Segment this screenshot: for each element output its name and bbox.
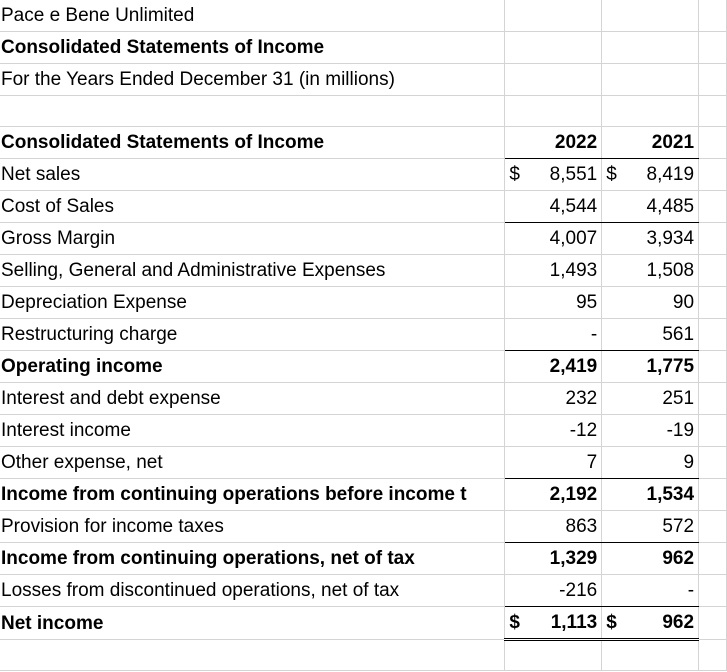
empty-cell[interactable] [699, 511, 727, 543]
empty-cell[interactable] [699, 543, 727, 575]
row-label[interactable]: Provision for income taxes [0, 511, 505, 543]
empty-cell[interactable] [602, 0, 699, 32]
value-2022-cell[interactable]: 2,419 [505, 351, 602, 383]
table-row [0, 383, 727, 415]
row-label[interactable]: Gross Margin [0, 223, 505, 255]
sheet-row [0, 96, 727, 127]
value-2021-cell[interactable]: -19 [602, 415, 699, 447]
table-row [0, 319, 727, 351]
row-label[interactable]: Income from continuing operations before income t [0, 479, 505, 511]
period-cell[interactable]: For the Years Ended December 31 (in millions) [0, 64, 505, 96]
table-row [0, 255, 727, 287]
empty-cell[interactable] [699, 32, 727, 64]
value-2022-cell[interactable]: 2,192 [505, 479, 602, 511]
table-row [0, 447, 727, 479]
value-2022-cell[interactable] [505, 159, 602, 191]
empty-cell[interactable] [699, 96, 727, 127]
value-2022-cell[interactable]: - [505, 319, 602, 351]
value-2021-cell[interactable] [602, 607, 699, 640]
value-2022-cell[interactable]: 863 [505, 511, 602, 543]
value-2021-cell[interactable]: 90 [602, 287, 699, 319]
empty-cell[interactable] [505, 32, 602, 64]
row-label[interactable]: Depreciation Expense [0, 287, 505, 319]
table-row [0, 607, 727, 640]
empty-cell[interactable] [699, 191, 727, 223]
empty-cell[interactable] [505, 96, 602, 127]
empty-cell[interactable] [699, 447, 727, 479]
empty-cell[interactable] [699, 287, 727, 319]
currency-symbol: $ [606, 164, 617, 185]
table-row [0, 543, 727, 575]
table-row [0, 159, 727, 191]
table-row [0, 511, 727, 543]
row-label[interactable]: Interest income [0, 415, 505, 447]
value-2022-cell[interactable]: -12 [505, 415, 602, 447]
value-2021-cell[interactable]: 3,934 [602, 223, 699, 255]
empty-cell[interactable] [699, 127, 727, 159]
value-2022-cell[interactable]: 95 [505, 287, 602, 319]
row-label[interactable]: Interest and debt expense [0, 383, 505, 415]
value-2021-cell[interactable]: 1,508 [602, 255, 699, 287]
value-2021-cell[interactable]: 9 [602, 447, 699, 479]
value-2022-cell[interactable]: 1,493 [505, 255, 602, 287]
empty-cell[interactable] [699, 0, 727, 32]
empty-cell[interactable] [699, 415, 727, 447]
table-row [0, 191, 727, 223]
value-2022-cell[interactable]: 232 [505, 383, 602, 415]
empty-cell[interactable] [602, 32, 699, 64]
year-2022-header[interactable]: 2022 [505, 127, 602, 159]
value-2022-cell[interactable] [505, 607, 602, 640]
value-2021-cell[interactable]: 4,485 [602, 191, 699, 223]
table-row [0, 415, 727, 447]
value-2021-cell[interactable]: 561 [602, 319, 699, 351]
table-row [0, 479, 727, 511]
value-2022: 8,551 [549, 164, 598, 185]
value-2022: 1,113 [550, 612, 598, 633]
value-2022-cell[interactable]: -216 [505, 575, 602, 607]
empty-cell[interactable] [602, 96, 699, 127]
value-2022-cell[interactable]: 1,329 [505, 543, 602, 575]
row-label[interactable]: Income from continuing operations, net of tax [0, 543, 505, 575]
table-row [0, 575, 727, 607]
currency-symbol: $ [509, 164, 520, 185]
empty-cell[interactable] [699, 607, 727, 640]
currency-symbol: $ [509, 612, 520, 633]
sheet-row [0, 32, 727, 64]
empty-cell[interactable] [602, 64, 699, 96]
row-label[interactable]: Cost of Sales [0, 191, 505, 223]
row-label[interactable]: Selling, General and Administrative Expenses [0, 255, 505, 287]
value-2021-cell[interactable]: 962 [602, 543, 699, 575]
company-name-cell[interactable]: Pace e Bene Unlimited [0, 0, 505, 32]
value-2021-cell[interactable]: 1,775 [602, 351, 699, 383]
empty-cell[interactable] [505, 0, 602, 32]
sheet-row [0, 0, 727, 32]
year-2021-header[interactable]: 2021 [602, 127, 699, 159]
empty-cell[interactable] [699, 64, 727, 96]
table-row [0, 351, 727, 383]
empty-cell[interactable] [699, 255, 727, 287]
table-row [0, 287, 727, 319]
empty-cell[interactable] [699, 159, 727, 191]
empty-cell[interactable] [699, 351, 727, 383]
empty-cell[interactable] [0, 96, 505, 127]
empty-cell[interactable] [505, 64, 602, 96]
table-heading-cell[interactable]: Consolidated Statements of Income [0, 127, 505, 159]
empty-cell[interactable] [699, 319, 727, 351]
empty-cell[interactable] [699, 223, 727, 255]
value-2022-cell[interactable]: 4,007 [505, 223, 602, 255]
table-row [0, 223, 727, 255]
value-2022-cell[interactable]: 4,544 [505, 191, 602, 223]
value-2021-cell[interactable]: 1,534 [602, 479, 699, 511]
sheet-row [0, 640, 727, 671]
row-label[interactable]: Net income [0, 607, 505, 640]
empty-cell[interactable] [699, 479, 727, 511]
statement-title-cell[interactable]: Consolidated Statements of Income [0, 32, 505, 64]
value-2021: 962 [662, 612, 695, 633]
empty-cell[interactable] [505, 640, 602, 671]
row-label[interactable]: Net sales [0, 159, 505, 191]
sheet-row [0, 64, 727, 96]
empty-cell[interactable] [699, 383, 727, 415]
table-header-row [0, 127, 727, 159]
empty-cell[interactable] [699, 640, 727, 671]
empty-cell[interactable] [602, 640, 699, 671]
row-label[interactable]: Restructuring charge [0, 319, 505, 351]
row-label[interactable]: Other expense, net [0, 447, 505, 479]
row-label[interactable]: Operating income [0, 351, 505, 383]
value-2021-cell[interactable] [602, 159, 699, 191]
value-2021-cell[interactable]: 251 [602, 383, 699, 415]
value-2021-cell[interactable]: - [602, 575, 699, 607]
row-label[interactable]: Losses from discontinued operations, net of tax [0, 575, 505, 607]
empty-cell[interactable] [699, 575, 727, 607]
currency-symbol: $ [606, 612, 617, 633]
empty-cell[interactable] [0, 640, 505, 671]
value-2022-cell[interactable]: 7 [505, 447, 602, 479]
value-2021-cell[interactable]: 572 [602, 511, 699, 543]
value-2021: 8,419 [646, 164, 695, 185]
